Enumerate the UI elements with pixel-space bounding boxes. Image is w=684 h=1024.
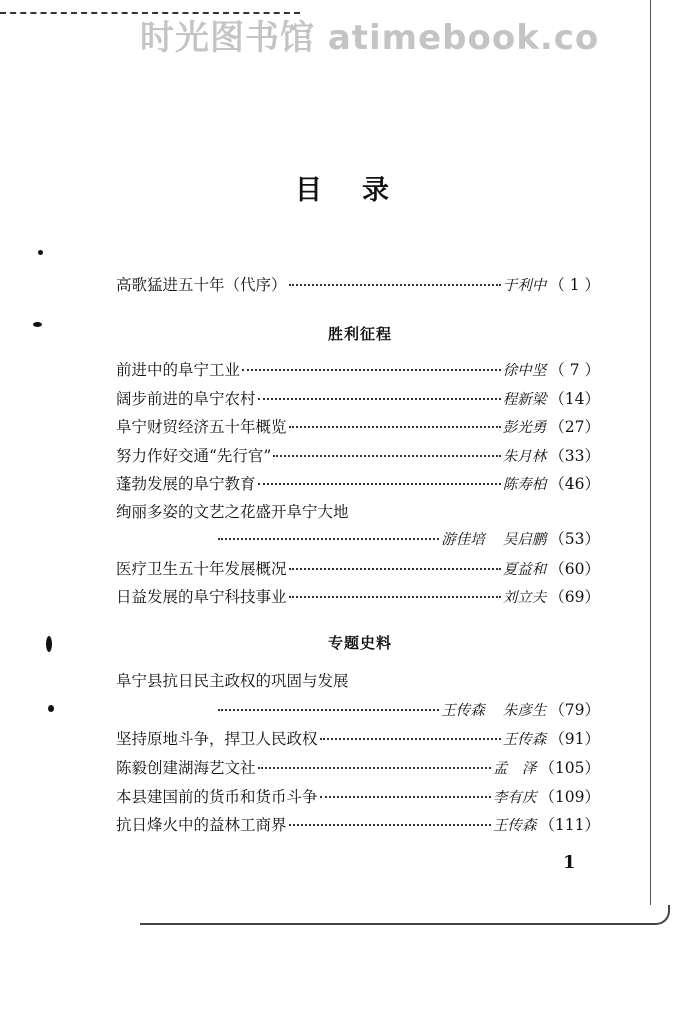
entry-author: 夏益和	[502, 562, 547, 578]
dot-leader	[258, 767, 491, 769]
dot-leader	[289, 568, 501, 570]
speck	[33, 322, 42, 327]
entry-page: （79）	[549, 701, 600, 719]
entry-title[interactable]: 阜宁县抗日民主政权的巩固与发展	[116, 672, 349, 690]
entry-author: 游佳培	[441, 532, 485, 548]
entry-page: （60）	[549, 560, 600, 578]
dot-leader	[218, 538, 439, 540]
speck	[48, 705, 54, 712]
entry-page: （91）	[549, 730, 600, 748]
toc-entry[interactable]	[116, 756, 600, 778]
entry-page: （14）	[549, 390, 600, 408]
entry-author: 王传森	[441, 703, 485, 719]
entry-page: （ 1 ）	[549, 276, 600, 294]
toc-entry[interactable]	[116, 785, 600, 807]
entry-title: 阔步前进的阜宁农村	[116, 390, 256, 408]
entry-coauthor: 吴启鹏	[502, 532, 547, 548]
toc-entry[interactable]	[116, 585, 600, 607]
section-heading: 专题史料	[327, 634, 392, 652]
dot-leader	[289, 284, 501, 286]
toc-entry-continuation[interactable]	[216, 527, 600, 549]
dot-leader	[218, 709, 439, 711]
entry-title: 前进中的阜宁工业	[116, 361, 241, 379]
toc-entry[interactable]	[116, 557, 600, 579]
entry-page: （46）	[549, 475, 600, 493]
toc-entry[interactable]	[116, 387, 600, 409]
entry-title: 医疗卫生五十年发展概况	[116, 560, 287, 578]
entry-author: 徐中坚	[502, 363, 547, 379]
entry-title: 日益发展的阜宁科技事业	[116, 588, 287, 606]
entry-author: 王传森	[502, 732, 547, 748]
entry-author: 李有庆	[492, 790, 537, 806]
dot-leader	[258, 483, 501, 485]
entry-author: 王传森	[492, 818, 537, 834]
entry-title: 努力作好交通“先行官”	[116, 447, 272, 465]
entry-coauthor: 朱彦生	[502, 703, 547, 719]
toc-entry[interactable]	[116, 472, 600, 494]
entry-author: 程新梁	[502, 392, 547, 408]
entry-page: （111）	[539, 816, 600, 834]
entry-page: （33）	[549, 447, 600, 465]
watermark: 时光图书馆 atimebook.co	[140, 18, 600, 58]
toc-entry[interactable]	[116, 415, 600, 437]
dot-leader	[273, 455, 500, 457]
entry-author: 朱月林	[502, 449, 547, 465]
entry-title: 抗日烽火中的益林工商界	[116, 816, 287, 834]
entry-page: （105）	[539, 759, 600, 777]
toc-entry[interactable]	[116, 727, 600, 749]
entry-author: 于利中	[502, 278, 547, 294]
entry-author: 刘立夫	[502, 590, 547, 606]
toc-entry[interactable]	[116, 273, 600, 295]
scan-edge-right	[650, 0, 651, 905]
entry-title: 高歌猛进五十年（代序）	[116, 276, 287, 294]
scan-edge-bottom	[140, 905, 670, 925]
toc-entry[interactable]	[116, 813, 600, 835]
speck	[46, 636, 52, 652]
entry-page: （53）	[549, 530, 600, 548]
dot-leader	[289, 824, 491, 826]
dot-leader	[289, 426, 501, 428]
dot-leader	[320, 738, 501, 740]
toc-entry-continuation[interactable]	[216, 698, 600, 720]
entry-author: 陈寿柏	[502, 477, 547, 493]
dot-leader	[289, 596, 501, 598]
entry-title: 本县建国前的货币和货币斗争	[116, 788, 318, 806]
entry-author: 彭光勇	[502, 420, 547, 436]
entry-author: 孟 泽	[492, 761, 537, 777]
entry-title: 坚持原地斗争，捍卫人民政权	[116, 730, 318, 748]
entry-title: 阜宁财贸经济五十年概览	[116, 418, 287, 436]
entry-title: 陈毅创建湖海艺文社	[116, 759, 256, 777]
section-heading: 胜利征程	[327, 325, 392, 343]
toc-entry[interactable]	[116, 358, 600, 380]
dot-leader	[242, 369, 501, 371]
dot-leader	[258, 398, 501, 400]
toc-entry[interactable]	[116, 444, 600, 466]
entry-title: 蓬勃发展的阜宁教育	[116, 475, 256, 493]
entry-page: （69）	[549, 588, 600, 606]
dot-leader	[320, 796, 491, 798]
entry-title[interactable]: 绚丽多姿的文艺之花盛开阜宁大地	[116, 503, 349, 521]
entry-page: （27）	[549, 418, 600, 436]
entry-page: （109）	[539, 788, 600, 806]
speck	[38, 250, 43, 255]
page-number: 1	[563, 852, 576, 873]
page-title: 目录	[295, 175, 429, 206]
entry-page: （ 7 ）	[549, 361, 600, 379]
